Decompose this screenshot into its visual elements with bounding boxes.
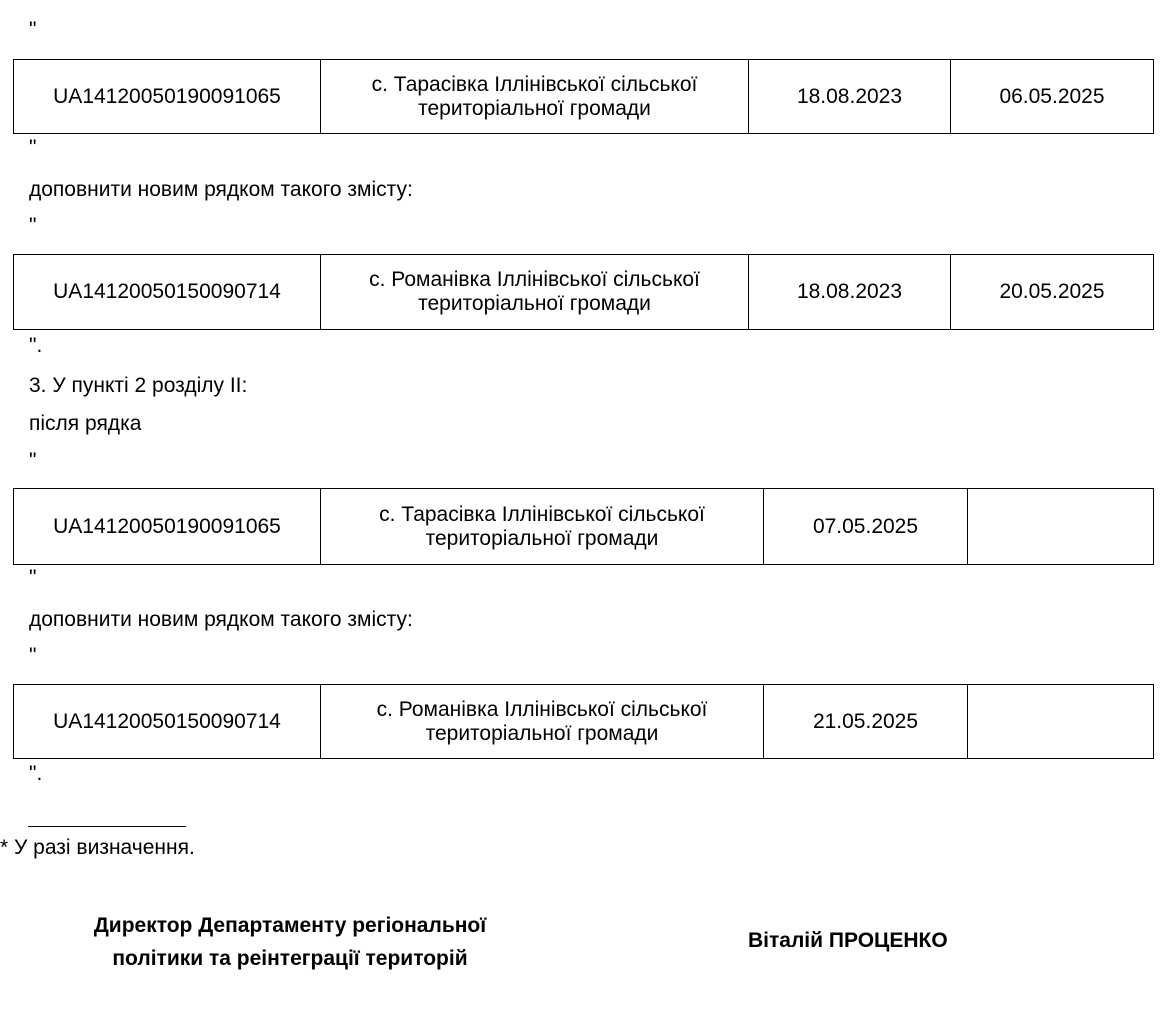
code-cell: UA14120050150090714 bbox=[14, 685, 321, 759]
code-cell: UA14120050150090714 bbox=[14, 255, 321, 330]
paragraph: після рядка bbox=[29, 412, 142, 435]
paragraph: 3. У пункті 2 розділу ІІ: bbox=[29, 374, 248, 397]
table-row bbox=[14, 489, 1154, 565]
start-date-cell: 07.05.2025 bbox=[764, 489, 968, 565]
start-date-cell: 18.08.2023 bbox=[749, 255, 951, 330]
start-date-cell: 18.08.2023 bbox=[749, 60, 951, 134]
signature-title-line-2: політики та реінтеграції територій bbox=[112, 947, 468, 970]
quote-mark: " bbox=[29, 566, 37, 589]
table-row bbox=[14, 60, 1154, 134]
place-cell: с. Романівка Іллінівської сільської територіальної громади bbox=[321, 255, 749, 330]
quote-mark: " bbox=[29, 214, 37, 237]
place-cell: с. Тарасівка Іллінівської сільської територіальної громади bbox=[321, 60, 749, 134]
table-row bbox=[14, 255, 1154, 330]
table-row bbox=[14, 685, 1154, 759]
place-cell: с. Тарасівка Іллінівської сільської територіальної громади bbox=[321, 489, 764, 565]
end-date-cell: 20.05.2025 bbox=[951, 255, 1154, 330]
paragraph: доповнити новим рядком такого змісту: bbox=[29, 608, 413, 631]
end-date-cell: 06.05.2025 bbox=[951, 60, 1154, 134]
territory-table-4 bbox=[13, 684, 1154, 759]
code-cell: UA14120050190091065 bbox=[14, 489, 321, 565]
quote-mark: " bbox=[29, 18, 37, 41]
territory-table-2 bbox=[13, 254, 1154, 330]
footnote: * У разі визначення. bbox=[0, 836, 195, 859]
territory-table-3 bbox=[13, 488, 1154, 565]
quote-mark: " bbox=[29, 136, 37, 159]
place-cell: с. Романівка Іллінівської сільської територіальної громади bbox=[321, 685, 764, 759]
paragraph: доповнити новим рядком такого змісту: bbox=[29, 178, 413, 201]
start-date-cell: 21.05.2025 bbox=[764, 685, 968, 759]
territory-table-1 bbox=[13, 59, 1154, 134]
footnote-divider bbox=[28, 826, 186, 827]
signatory-name: Віталій ПРОЦЕНКО bbox=[748, 929, 948, 952]
code-cell: UA14120050190091065 bbox=[14, 60, 321, 134]
quote-mark: " bbox=[29, 644, 37, 667]
quote-mark: " bbox=[29, 449, 37, 472]
end-date-cell bbox=[968, 489, 1154, 565]
signature-title-line-1: Директор Департаменту регіональної bbox=[93, 914, 487, 937]
quote-mark: ". bbox=[29, 334, 43, 357]
end-date-cell bbox=[968, 685, 1154, 759]
quote-mark: ". bbox=[29, 762, 43, 785]
